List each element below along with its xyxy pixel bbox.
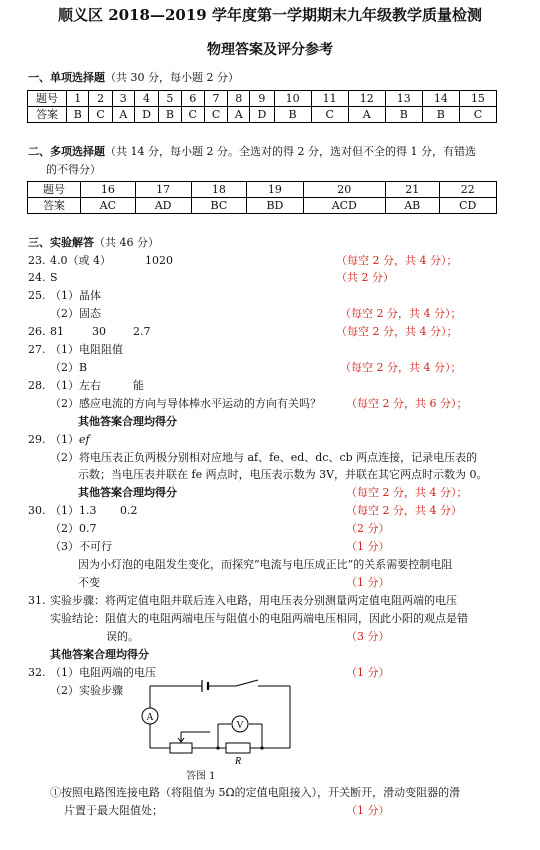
- section2-title: 二、多项选择题: [28, 145, 105, 158]
- table-cell: 9: [250, 91, 274, 107]
- answer-text: （2）将电压表正负两极分别相对应地与 af、fe、ed、dc、cb 两点连接，记录电压表的: [50, 451, 478, 464]
- answer-text: （1）左右: [50, 379, 101, 392]
- table-cell: 2: [89, 91, 112, 107]
- table-cell: 11: [311, 91, 348, 107]
- answer-text: 30: [92, 325, 106, 338]
- table-cell: AD: [135, 198, 191, 214]
- answer-value: ef: [79, 433, 90, 446]
- table-cell: 10: [274, 91, 311, 107]
- table-cell: B: [274, 107, 311, 123]
- score-note: （1 分）: [346, 540, 390, 553]
- table-cell: 6: [181, 91, 204, 107]
- answer-text: （2）实验步骤: [50, 684, 123, 697]
- question-number: 28.: [28, 379, 46, 392]
- row-label: 答案: [28, 198, 81, 214]
- answer-text: S: [50, 271, 58, 284]
- answer-text: ①按照电路图连接电路（将阻值为 5Ω的定值电阻接入），开关断开，滑动变阻器的滑: [50, 786, 461, 799]
- table-cell: 22: [439, 182, 496, 198]
- table-cell: B: [67, 107, 89, 123]
- table-cell: 3: [112, 91, 134, 107]
- score-note: （1 分）: [346, 804, 390, 817]
- score-note: （2 分）: [346, 522, 390, 535]
- row-label: 题号: [28, 182, 81, 198]
- question-number: 27.: [28, 343, 46, 356]
- answer-text: 1020: [145, 254, 173, 267]
- section2-heading: [28, 145, 476, 159]
- table-cell: ACD: [303, 198, 385, 214]
- multi-choice-table: [27, 181, 497, 214]
- answer-text: 81: [50, 325, 64, 338]
- junction-dot: [260, 746, 263, 749]
- table-cell: B: [422, 107, 459, 123]
- section1-title: 一、单项选择题: [28, 71, 105, 84]
- question-number: 25.: [28, 289, 46, 302]
- answer-text: 0.2: [120, 504, 138, 517]
- table-cell: 13: [385, 91, 422, 107]
- table-cell: C: [181, 107, 204, 123]
- section1-note: （共 30 分，每小题 2 分）: [105, 71, 239, 84]
- other-answers-note: 其他答案合理均得分: [78, 486, 177, 499]
- ammeter-label: A: [146, 712, 154, 723]
- answer-text: （1）电阻阻值: [50, 343, 123, 356]
- section2-note: （共 14 分，每小题 2 分。全选对的得 2 分，选对但不全的得 1 分，有错选: [105, 145, 476, 158]
- table-cell: D: [134, 107, 158, 123]
- table-cell: 8: [228, 91, 250, 107]
- score-note: （每空 2 分，共 4 分）；: [336, 325, 458, 338]
- question-number: 24.: [28, 271, 46, 284]
- section2-note-continued: 的不得分）: [46, 163, 101, 176]
- section3-heading: [28, 236, 159, 250]
- answer-text: （2）固态: [50, 307, 101, 320]
- answer-text: 不变: [78, 576, 100, 589]
- table-cell: 4: [134, 91, 158, 107]
- table-cell: D: [250, 107, 274, 123]
- table-cell: 17: [135, 182, 191, 198]
- circuit-diagram: [140, 678, 300, 766]
- voltmeter-label: V: [236, 720, 244, 731]
- table-cell: C: [311, 107, 348, 123]
- answer-text: 实验结论：阻值大的电阻两端电压与阻值小的电阻两端电压相同，因此小阳的观点是错: [50, 612, 468, 625]
- table-row: [28, 182, 497, 198]
- table-cell: A: [348, 107, 385, 123]
- table-cell: C: [89, 107, 112, 123]
- question-number: 29.: [28, 433, 46, 446]
- table-cell: BD: [247, 198, 303, 214]
- table-row: [28, 198, 497, 214]
- score-note: （每空 2 分，共 4 分）；: [340, 307, 462, 320]
- table-cell: C: [204, 107, 227, 123]
- answer-text: [50, 433, 90, 447]
- other-answers-note: 其他答案合理均得分: [50, 648, 149, 661]
- table-cell: 1: [67, 91, 89, 107]
- score-note: （每空 2 分，共 6 分）；: [346, 397, 468, 410]
- table-cell: 18: [191, 182, 247, 198]
- table-cell: CD: [439, 198, 496, 214]
- table-cell: 15: [459, 91, 496, 107]
- question-number: 32.: [28, 666, 46, 679]
- answer-label: （1）: [50, 433, 79, 446]
- table-cell: 7: [204, 91, 227, 107]
- table-row: [28, 91, 497, 107]
- table-cell: A: [112, 107, 134, 123]
- table-cell: 21: [385, 182, 439, 198]
- answer-text: 能: [133, 379, 144, 392]
- row-label: 答案: [28, 107, 67, 123]
- table-cell: AC: [81, 198, 136, 214]
- answer-text: 因为小灯泡的电阻发生变化，而探究“电流与电压成正比”的关系需要控制电阻: [78, 558, 453, 571]
- junction-dot: [216, 746, 219, 749]
- answer-text: （2）0.7: [50, 522, 97, 535]
- score-note: （1 分）: [346, 666, 390, 679]
- answer-text: 2.7: [133, 325, 151, 338]
- document-title: 顺义区 2018—2019 学年度第一学期期末九年级教学质量检测: [58, 6, 482, 24]
- resistor-label: R: [234, 756, 242, 766]
- table-cell: C: [459, 107, 496, 123]
- table-cell: BC: [191, 198, 247, 214]
- table-cell: 16: [81, 182, 136, 198]
- score-note: （共 2 分）: [336, 271, 394, 284]
- answer-text: （2）B: [50, 361, 88, 374]
- table-row: [28, 107, 497, 123]
- answer-text: 片置于最大阻值处；: [64, 804, 163, 817]
- figure-caption: 答图 1: [186, 771, 216, 782]
- table-cell: B: [159, 107, 181, 123]
- section3-note: （共 46 分）: [94, 236, 159, 249]
- answer-text: 误的。: [106, 630, 139, 643]
- score-note: （3 分）: [346, 630, 390, 643]
- document-subtitle: 物理答案及评分参考: [207, 42, 333, 58]
- table-cell: 19: [247, 182, 303, 198]
- score-note: （1 分）: [346, 576, 390, 589]
- table-cell: 20: [303, 182, 385, 198]
- score-note: （每空 2 分，共 4 分）；: [336, 254, 458, 267]
- question-number: 26.: [28, 325, 46, 338]
- table-cell: AB: [385, 198, 439, 214]
- question-number: 30.: [28, 504, 46, 517]
- other-answers-note: 其他答案合理均得分: [78, 415, 177, 428]
- question-number: 23.: [28, 254, 46, 267]
- question-number: 31.: [28, 594, 46, 607]
- section1-heading: [28, 71, 239, 85]
- score-note: （每空 2 分，共 4 分）: [346, 504, 462, 517]
- section3-title: 三、实验解答: [28, 236, 94, 249]
- answer-text: （1）1.3: [50, 504, 97, 517]
- table-cell: 14: [422, 91, 459, 107]
- single-choice-table: [27, 90, 497, 123]
- answer-text: （1）晶体: [50, 289, 101, 302]
- table-cell: 5: [159, 91, 181, 107]
- answer-text: 4.0（或 4）: [50, 254, 111, 267]
- score-note: （每空 2 分，共 4 分）；: [346, 486, 468, 499]
- table-cell: 12: [348, 91, 385, 107]
- table-cell: B: [385, 107, 422, 123]
- answer-text: 实验步骤：将两定值电阻并联后连入电路，用电压表分别测量两定值电阻两端的电压: [50, 594, 457, 607]
- score-note: （每空 2 分，共 4 分）；: [340, 361, 462, 374]
- row-label: 题号: [28, 91, 67, 107]
- answer-text: （2）感应电流的方向与导体棒水平运动的方向有关吗？: [50, 397, 321, 410]
- answer-text: （1）电阻两端的电压: [50, 666, 156, 679]
- table-cell: A: [228, 107, 250, 123]
- answer-text: 示数；当电压表并联在 fe 两点时，电压表示数为 3V，并联在其它两点时示数为 0。: [78, 468, 488, 481]
- answer-text: （3）不可行: [50, 540, 112, 553]
